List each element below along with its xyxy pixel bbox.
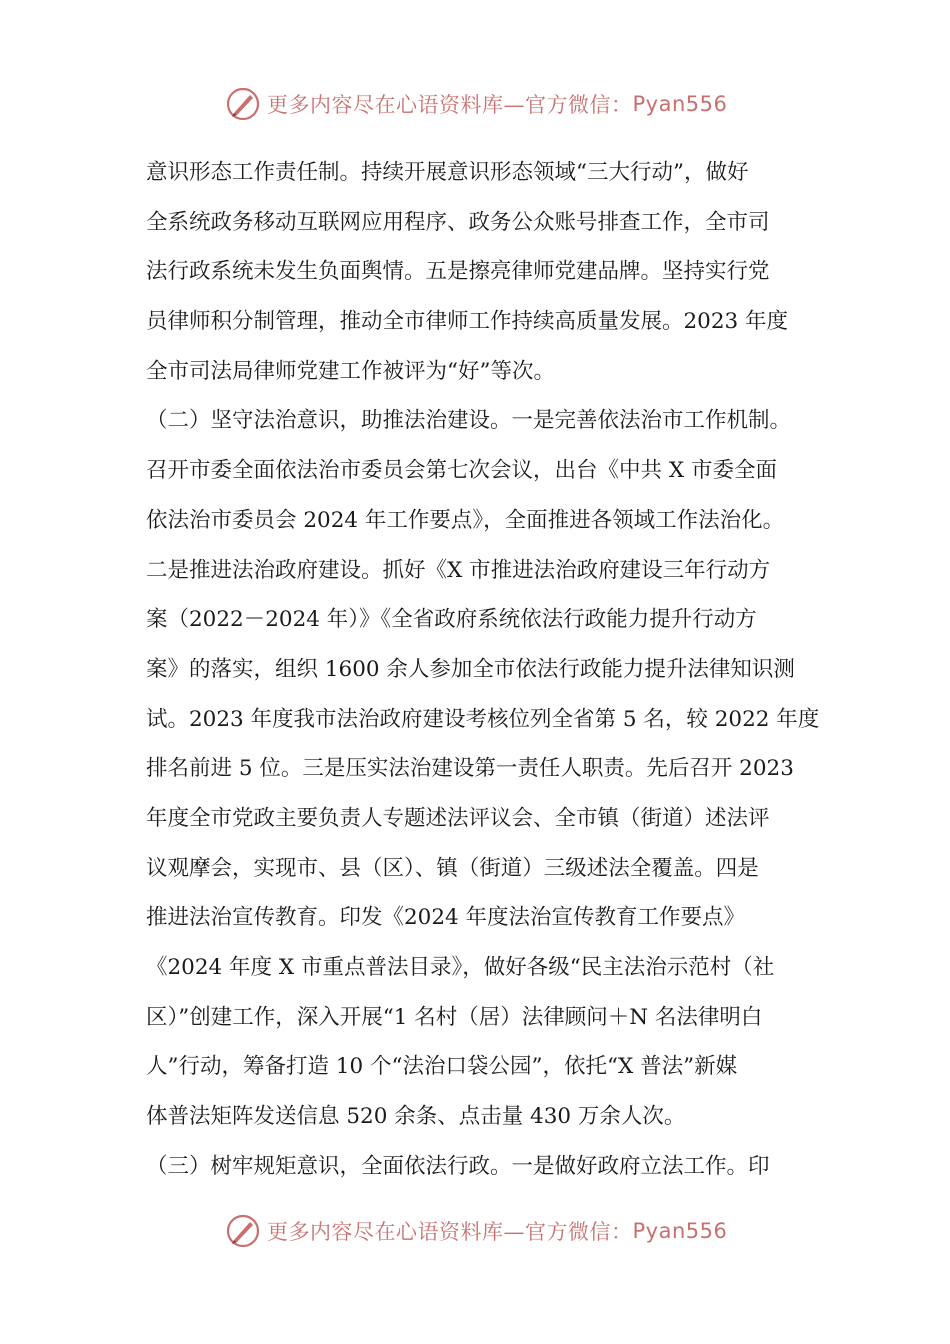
header-banner xyxy=(225,84,727,124)
pen-logo-icon xyxy=(225,86,261,122)
body-line: 法行政系统未发生负面舆情。五是擦亮律师党建品牌。坚持实行党 xyxy=(146,259,770,285)
body-line: 案（2022－2024 年）》《全省政府系统依法行政能力提升行动方 xyxy=(146,607,757,633)
body-line: 员律师积分制管理，推动全市律师工作持续高质量发展。2023 年度 xyxy=(146,309,789,335)
body-line: 年度全市党政主要负责人专题述法评议会、全市镇（街道）述法评 xyxy=(146,805,770,831)
body-line: 依法治市委员会 2024 年工作要点》，全面推进各领域工作法治化。 xyxy=(146,507,785,533)
body-line: 区）”创建工作，深入开展“1 名村（居）法律顾问＋N 名法律明白 xyxy=(146,1004,763,1030)
body-line: 人”行动，筹备打造 10 个“法治口袋公园”，依托“X 普法”新媒 xyxy=(146,1054,738,1080)
footer-banner-text: 更多内容尽在心语资料库—官方微信： xyxy=(267,1220,633,1244)
footer-wechat-id: Pyan556 xyxy=(632,1219,728,1243)
body-line: 排名前进 5 位。三是压实法治建设第一责任人职责。先后召开 2023 xyxy=(146,756,794,782)
body-line: 全系统政务移动互联网应用程序、政务公众账号排查工作，全市司 xyxy=(146,209,770,235)
body-line: 全市司法局律师党建工作被评为“好”等次。 xyxy=(146,358,555,384)
footer-banner xyxy=(225,1211,727,1251)
header-banner-text: 更多内容尽在心语资料库—官方微信： xyxy=(267,93,633,117)
body-line: 推进法治宣传教育。印发《2024 年度法治宣传教育工作要点》 xyxy=(146,905,746,931)
body-line: 二是推进法治政府建设。抓好《X 市推进法治政府建设三年行动方 xyxy=(146,557,771,583)
body-line: 议观摩会，实现市、县（区）、镇（街道）三级述法全覆盖。四是 xyxy=(146,855,759,881)
header-wechat-id: Pyan556 xyxy=(632,92,728,116)
body-line: （三）树牢规矩意识，全面依法行政。一是做好政府立法工作。印 xyxy=(146,1153,770,1179)
body-line: 案》的落实，组织 1600 余人参加全市依法行政能力提升法律知识测 xyxy=(146,656,795,682)
body-line: 试。2023 年度我市法治政府建设考核位列全省第 5 名，较 2022 年度 xyxy=(146,706,820,732)
body-line: 体普法矩阵发送信息 520 余条、点击量 430 万余人次。 xyxy=(146,1104,686,1130)
body-line: 召开市委全面依法治市委员会第七次会议，出台《中共 X 市委全面 xyxy=(146,458,777,484)
pen-logo-icon xyxy=(225,1213,261,1249)
body-line: （二）坚守法治意识，助推法治建设。一是完善依法治市工作机制。 xyxy=(146,408,792,434)
body-line: 意识形态工作责任制。持续开展意识形态领域“三大行动”，做好 xyxy=(146,160,749,185)
body-line: 《2024 年度 X 市重点普法目录》，做好各级“民主法治示范村（社 xyxy=(146,955,775,980)
document-body xyxy=(146,148,820,1191)
